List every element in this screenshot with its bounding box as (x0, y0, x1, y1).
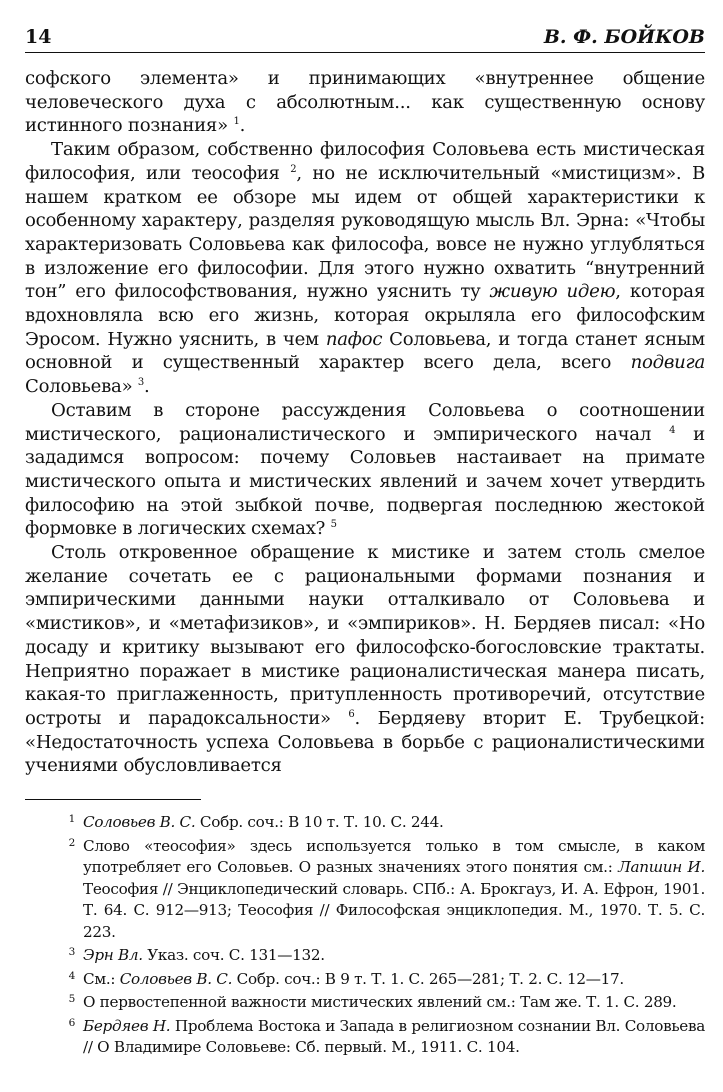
text-run: . (144, 376, 150, 398)
footnote-ref: 4 (669, 424, 676, 436)
footnote-number: 2 (68, 836, 75, 849)
footnote-ref: 2 (290, 163, 297, 175)
footnote-text (83, 1016, 705, 1059)
text-run: Собр. соч.: В 10 т. Т. 10. С. 244. (195, 813, 444, 832)
footnote-number: 5 (68, 993, 75, 1006)
footnote (25, 812, 705, 834)
text-run: Таким образом, собственно философия Соловьева есть мистическая философия, или теософия (25, 139, 705, 184)
footnote-text (83, 945, 705, 967)
body-paragraph (25, 541, 705, 778)
body-paragraph (25, 138, 705, 399)
text-run: Указ. соч. С. 131—132. (142, 946, 325, 965)
text-run: Проблема Востока и Запада в религиозном сознании Вл. Соловьева // О Владимире Соловьеве: Сб. первый. М., 1911. С. 104. (83, 1016, 705, 1057)
footnotes (25, 812, 705, 1059)
emphasis-text: Эрн Вл. (83, 946, 143, 965)
text-run: . (239, 115, 246, 137)
emphasis-text: пафос (325, 328, 383, 350)
text-run: и зададимся вопросом: почему Соловьев настаивает на примате мистического опыта и мистических явлений и зачем хочет утвердить философию на этой зыбкой почве, подвергая последнюю жестокой формовке в логических схемах? (25, 423, 705, 540)
emphasis-text: Соловьев В. С. (83, 813, 196, 832)
text-run: См.: (83, 969, 120, 988)
text-run: , но не исключительный «мистицизм». В нашем кратком ее обзоре мы идем от общей характеристики к особенному характеру, разделяя руководящую мысль Вл. Эрна: «Чтобы характеризовать Соловьева как философа, вовсе не нужно углубляться в изложение его философии. Для этого нужно охватить “внутренний тон” его философствования, нужно уяснить ту (25, 162, 705, 303)
running-head-author: В. Ф. БОЙКОВ (543, 26, 705, 48)
page-number: 14 (25, 26, 52, 48)
emphasis-text: Соловьев В. С. (119, 969, 233, 988)
book-page (25, 26, 705, 1061)
footnote-ref: 6 (348, 708, 355, 720)
text-run: Оставим в стороне рассуждения Соловьева о соотношении мистического, рационалистического и эмпирического начал (25, 399, 705, 445)
emphasis-text: живую идею (489, 281, 616, 303)
text-run: Теософия // Энциклопедический словарь. СПб.: А. Брокгауз, И. А. Ефрон, 1901. Т. 64. С. 912—913; Теософия // Философская энциклопедия. М., 1970. Т. 5. С. 223. (83, 879, 705, 941)
footnote-number: 3 (68, 946, 75, 959)
body-paragraph (25, 399, 705, 541)
body-text (25, 67, 705, 778)
footnote-number: 6 (68, 1016, 75, 1029)
footnote-rule (25, 799, 201, 800)
footnote (25, 1016, 705, 1059)
emphasis-text: Бердяев Н. (83, 1016, 171, 1035)
text-run: Соловьева» (25, 376, 138, 398)
text-run: . Бердяеву вторит Е. Трубецкой: «Недостаточность успеха Соловьева в борьбе с рационалистическими учениями обусловливается (25, 707, 705, 777)
emphasis-text: подвига (630, 352, 705, 374)
footnote-number: 1 (68, 813, 75, 826)
text-run: Слово «теософия» здесь используется только в том смысле, в каком употребляет его Соловьев. О разных значениях этого понятия см.: (83, 836, 705, 877)
footnote-number: 4 (68, 969, 75, 982)
body-paragraph (25, 67, 705, 138)
footnote-ref: 1 (233, 116, 240, 128)
footnote-text (83, 969, 705, 991)
text-run: Собр. соч.: В 9 т. Т. 1. С. 265—281; Т. 2. С. 12—17. (232, 969, 624, 988)
text-run: софского элемента» и принимающих «внутреннее общение человеческого духа с абсолютным... как существенную основу истинного познания» (25, 68, 705, 137)
text-run: Столь откровенное обращение к мистике и затем столь смелое желание сочетать ее с рациональными формами познания и эмпирическими данными науки отталкивало от Соловьева и «мистиков», и «метафизиков», и «эмпириков». Н. Бердяев писал: «Но досаду и критику вызывают его философско-богословские трактаты. Неприятно поражает в мистике рационалистическая манера писать, какая-то приглаженность, притупленность противоречий, отсутствие остроты и парадоксальности» (25, 542, 705, 729)
emphasis-text: Лапшин И. (618, 858, 705, 877)
footnote-ref: 5 (330, 519, 337, 531)
text-run: О первостепенной важности мистических явлений см.: Там же. Т. 1. С. 289. (83, 993, 677, 1012)
footnote (25, 836, 705, 944)
footnote-text (83, 836, 705, 944)
footnote-text (83, 812, 705, 834)
footnote (25, 969, 705, 991)
text-run: , которая вдохновляла всю его жизнь, которая окрыляла его философским Эросом. Нужно уяснить, в чем (25, 281, 705, 350)
footnote (25, 945, 705, 967)
footnote-ref: 3 (137, 377, 145, 389)
footnote-text (83, 992, 705, 1014)
footnote (25, 992, 705, 1014)
text-run: Соловьева, и тогда станет ясным основной и существенный характер всего дела, всего (25, 328, 705, 374)
running-head (25, 26, 705, 53)
